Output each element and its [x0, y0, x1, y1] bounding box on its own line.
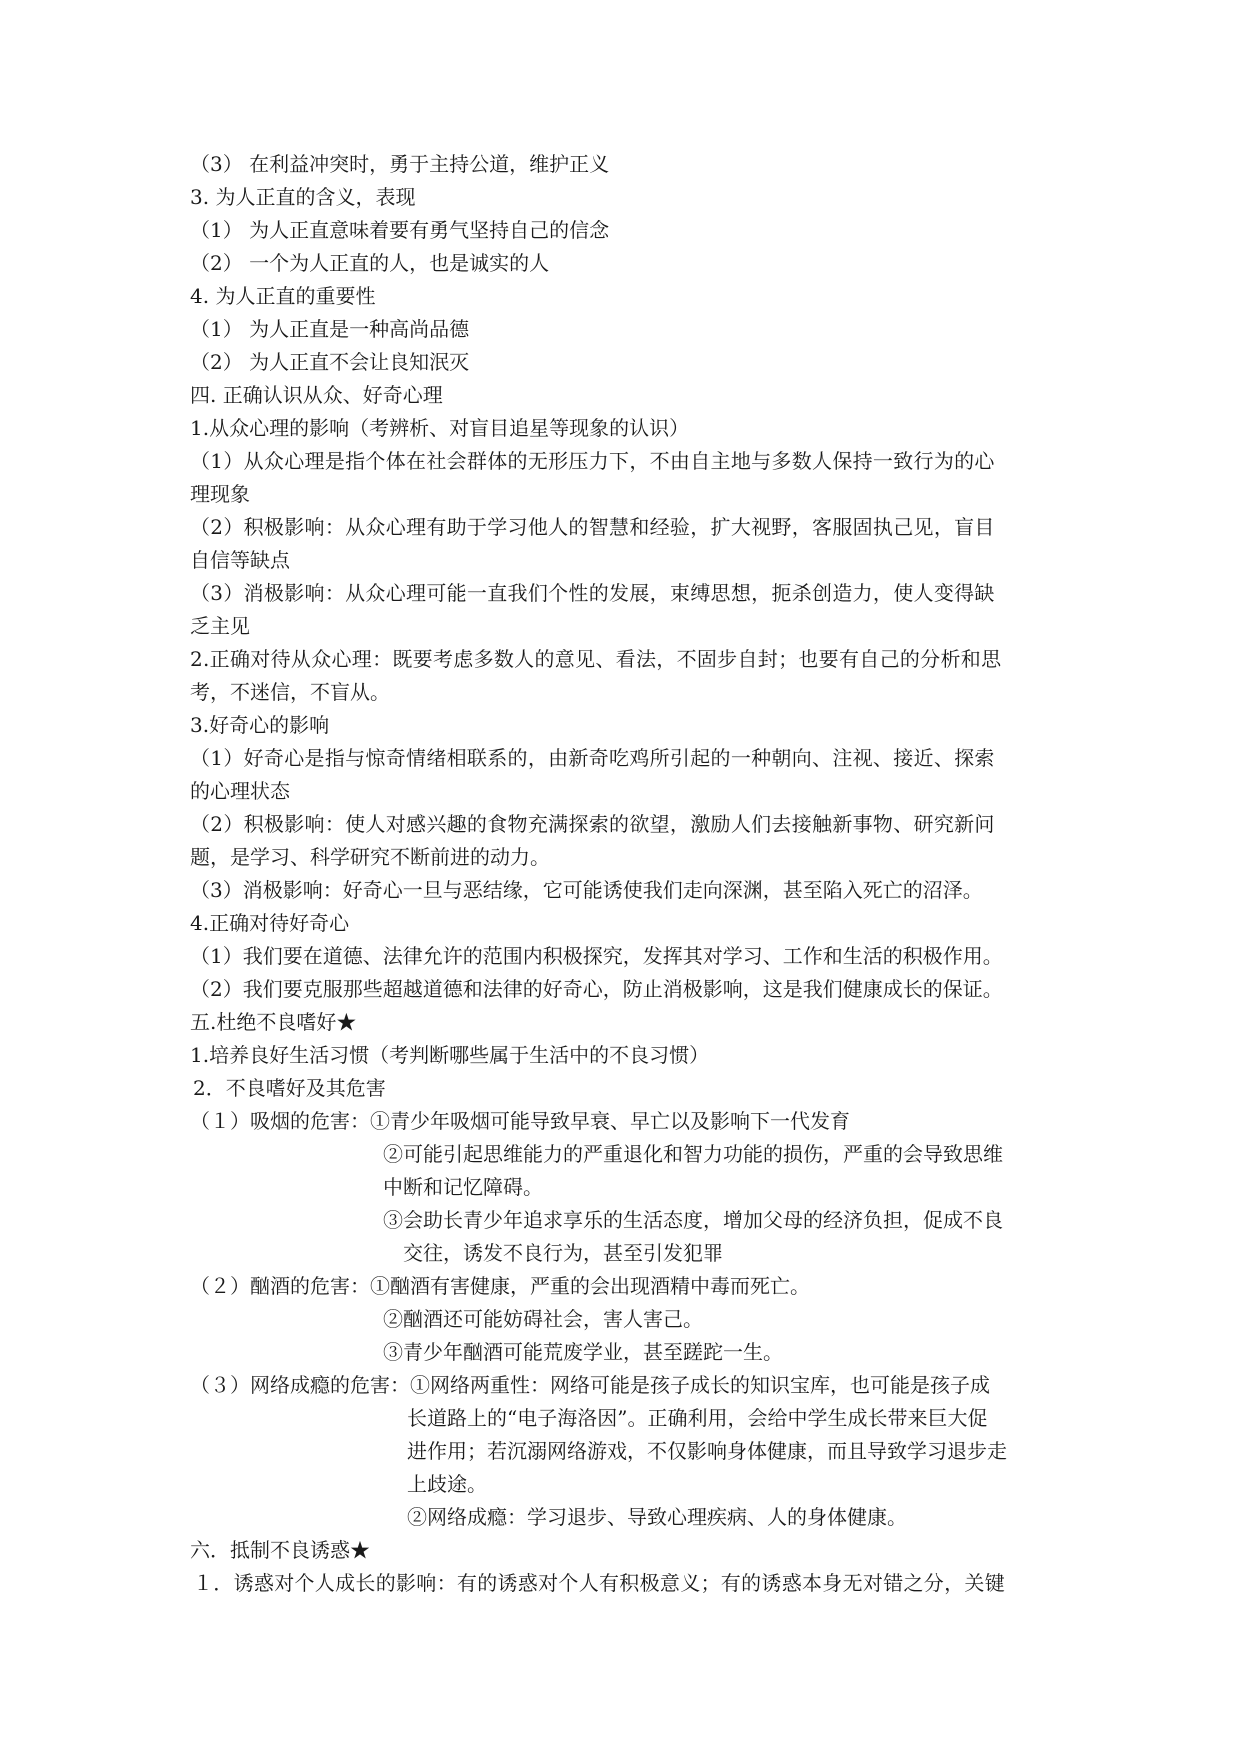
text-line: ②网络成瘾：学习退步、导致心理疾病、人的身体健康。 [407, 1505, 907, 1529]
text-line: ③青少年酗酒可能荒废学业，甚至蹉跎一生。 [383, 1340, 783, 1364]
text-line: ②可能引起思维能力的严重退化和智力功能的损伤，严重的会导致思维 [383, 1142, 1003, 1166]
text-line: （1）从众心理是指个体在社会群体的无形压力下，不由自主地与多数人保持一致行为的心 [190, 449, 995, 473]
text-line: （2） 一个为人正直的人，也是诚实的人 [190, 251, 550, 275]
text-line: 长道路上的“电子海洛因”。正确利用，会给中学生成长带来巨大促 [407, 1406, 988, 1430]
section-heading: 1.培养良好生活习惯（考判断哪些属于生活中的不良习惯） [190, 1043, 710, 1067]
text-line: 的心理状态 [190, 779, 290, 803]
text-line: （３）网络成瘾的危害：①网络两重性：网络可能是孩子成长的知识宝库，也可能是孩子成 [190, 1373, 990, 1397]
text-line: （１）吸烟的危害：①青少年吸烟可能导致早衰、早亡以及影响下一代发育 [190, 1109, 850, 1133]
text-line: （2）积极影响：从众心理有助于学习他人的智慧和经验，扩大视野，客服固执己见，盲目 [190, 515, 995, 539]
text-line: 中断和记忆障碍。 [383, 1175, 543, 1199]
text-line: １．诱惑对个人成长的影响：有的诱惑对个人有积极意义；有的诱惑本身无对错之分，关键 [193, 1571, 1005, 1595]
text-line: ②酗酒还可能妨碍社会，害人害己。 [383, 1307, 703, 1331]
text-line: 2.正确对待从众心理：既要考虑多数人的意见、看法，不固步自封；也要有自己的分析和思 [190, 647, 1002, 671]
section-heading: 2．不良嗜好及其危害 [193, 1076, 386, 1100]
text-line: （1） 为人正直意味着要有勇气坚持自己的信念 [190, 218, 610, 242]
text-line: 进作用；若沉溺网络游戏，不仅影响身体健康，而且导致学习退步走 [407, 1439, 1007, 1463]
section-heading: 3. 为人正直的含义，表现 [190, 185, 416, 209]
text-line: ③会助长青少年追求享乐的生活态度，增加父母的经济负担，促成不良 [383, 1208, 1003, 1232]
text-line: （２）酗酒的危害：①酗酒有害健康，严重的会出现酒精中毒而死亡。 [190, 1274, 810, 1298]
text-line: （2）积极影响：使人对感兴趣的食物充满探索的欲望，激励人们去接触新事物、研究新问 [190, 812, 995, 836]
section-heading: 4. 为人正直的重要性 [190, 284, 376, 308]
text-line: 上歧途。 [407, 1472, 487, 1496]
chapter-heading: 四. 正确认识从众、好奇心理 [190, 383, 443, 407]
text-line: 交往，诱发不良行为，甚至引发犯罪 [403, 1241, 723, 1265]
text-line: 题，是学习、科学研究不断前进的动力。 [190, 845, 550, 869]
chapter-heading: 六．抵制不良诱惑★ [190, 1538, 370, 1562]
section-heading: 4.正确对待好奇心 [190, 911, 350, 935]
text-line: 考，不迷信，不盲从。 [190, 680, 390, 704]
text-line: 自信等缺点 [190, 548, 290, 572]
text-line: （3） 在利益冲突时，勇于主持公道，维护正义 [190, 152, 610, 176]
text-line: 乏主见 [190, 614, 250, 638]
section-heading: 3.好奇心的影响 [190, 713, 330, 737]
text-line: （2） 为人正直不会让良知泯灭 [190, 350, 470, 374]
section-heading: 1.从众心理的影响（考辨析、对盲目追星等现象的认识） [190, 416, 690, 440]
text-line: 理现象 [190, 482, 250, 506]
text-line: （1） 为人正直是一种高尚品德 [190, 317, 470, 341]
text-line: （1）好奇心是指与惊奇情绪相联系的，由新奇吃鸡所引起的一种朝向、注视、接近、探索 [190, 746, 995, 770]
text-line: （3）消极影响：从众心理可能一直我们个性的发展，束缚思想，扼杀创造力，使人变得缺 [190, 581, 995, 605]
text-line: （2）我们要克服那些超越道德和法律的好奇心，防止消极影响，这是我们健康成长的保证。 [190, 977, 1003, 1001]
chapter-heading: 五.杜绝不良嗜好★ [190, 1010, 357, 1034]
text-line: （1）我们要在道德、法律允许的范围内积极探究，发挥其对学习、工作和生活的积极作用。 [190, 944, 1003, 968]
text-line: （3）消极影响：好奇心一旦与恶结缘，它可能诱使我们走向深渊，甚至陷入死亡的沼泽。 [190, 878, 983, 902]
